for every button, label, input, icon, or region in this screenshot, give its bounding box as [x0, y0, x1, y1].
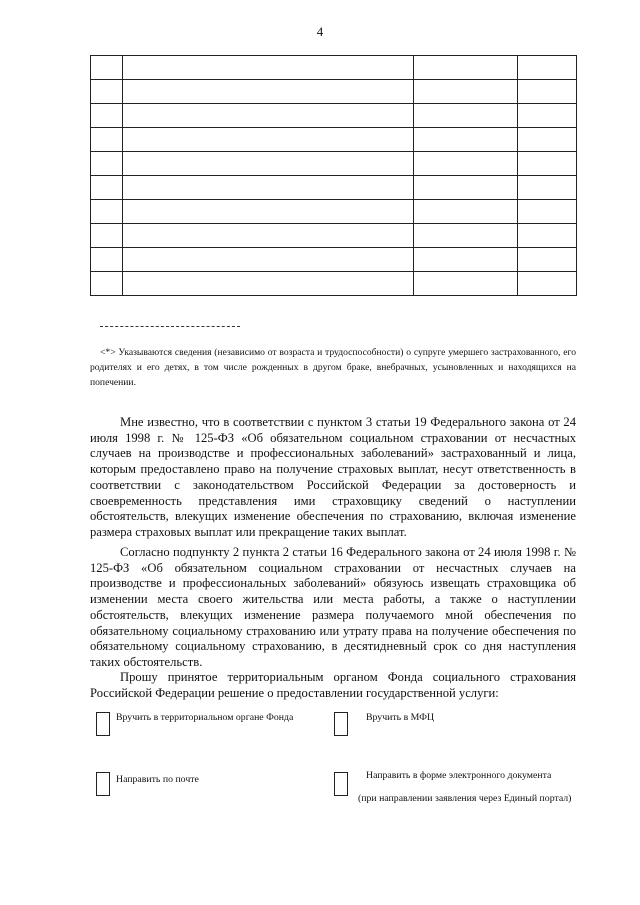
table-cell [91, 56, 123, 80]
table-cell [518, 272, 577, 296]
table-cell [414, 152, 518, 176]
table-cell [414, 248, 518, 272]
table-cell [518, 200, 577, 224]
table-cell [91, 152, 123, 176]
table-cell [518, 224, 577, 248]
paragraph-responsibility: Мне известно, что в соответствии с пунктом 3 статьи 19 Федерального закона от 24 июля 1998 г. № 125-ФЗ «Об обязательном социальном страховании от несчастных случаев на производстве и профессиональных заболеваний» застрахованный и лица, которым предоставлено право на получение страховых выплат, несут ответственность в соответствии с законодательством Российской Федерации за достоверность и своевременность представления ими страховщику сведений о наступлении обстоятельств, влекущих изменение обеспечения по страхованию, включая изменение размера страховых выплат или прекращение таких выплат. [90, 415, 576, 539]
table-cell [414, 272, 518, 296]
table-row [91, 200, 577, 224]
table-cell [91, 224, 123, 248]
table-row [91, 248, 577, 272]
table-cell [123, 80, 414, 104]
table-cell [123, 272, 414, 296]
label-send-electronic: Направить в форме электронного документа [366, 770, 552, 781]
table-row [91, 272, 577, 296]
table-cell [414, 200, 518, 224]
table-cell [91, 176, 123, 200]
checkbox-send-by-mail[interactable] [96, 772, 110, 796]
table-cell [91, 128, 123, 152]
label-send-by-mail: Направить по почте [116, 774, 199, 785]
table-cell [414, 104, 518, 128]
table-cell [518, 176, 577, 200]
page-number: 4 [316, 24, 324, 39]
table-cell [518, 152, 577, 176]
table-cell [123, 224, 414, 248]
table-row [91, 104, 577, 128]
table-cell [91, 200, 123, 224]
footnote-text: <*> Указываются сведения (независимо от возраста и трудоспособности) о супруге умершего застрахованного, его родителях и его детях, в том числе рожденных в другом браке, внебрачных, усыновленных и находящихся на попечении. [90, 347, 576, 388]
table-cell [518, 104, 577, 128]
table-cell [414, 224, 518, 248]
table-cell [123, 248, 414, 272]
table-row [91, 128, 577, 152]
table-cell [123, 104, 414, 128]
table-cell [123, 176, 414, 200]
table-row [91, 152, 577, 176]
table-cell [91, 104, 123, 128]
table-cell [123, 200, 414, 224]
checkbox-hand-over-fund[interactable] [96, 712, 110, 736]
table-cell [414, 56, 518, 80]
table-cell [518, 80, 577, 104]
table-row [91, 56, 577, 80]
family-members-table [90, 55, 577, 296]
table-row [91, 224, 577, 248]
label-hand-over-fund: Вручить в территориальном органе Фонда [116, 712, 294, 723]
footnote-separator [100, 326, 240, 327]
table-cell [123, 56, 414, 80]
table-row [91, 80, 577, 104]
checkbox-send-electronic[interactable] [334, 772, 348, 796]
table-cell [91, 248, 123, 272]
label-hand-over-mfc: Вручить в МФЦ [366, 712, 435, 723]
checkbox-hand-over-mfc[interactable] [334, 712, 348, 736]
table-cell [518, 248, 577, 272]
table-cell [123, 152, 414, 176]
table-cell [414, 80, 518, 104]
table-cell [518, 128, 577, 152]
table-row [91, 176, 577, 200]
paragraph-request: Прошу принятое территориальным органом Фонда социального страхования Российской Федерации решение о предоставлении государственной услуги: [90, 670, 576, 700]
table-cell [518, 56, 577, 80]
table-cell [91, 272, 123, 296]
table-cell [414, 176, 518, 200]
table-cell [123, 128, 414, 152]
paragraph-obligation: Согласно подпункту 2 пункта 2 статьи 16 Федерального закона от 24 июля 1998 г. № 125-ФЗ «Об обязательном социальном страховании от несчастных случаев на производстве и профессиональных заболеваний» обязуюсь извещать страховщика об изменении места своего жительства или места работы, а также о наступлении обстоятельств, влекущих изменение размера получаемого мной обеспечения по обязательному социальному страхованию или утрату права на получение обеспечения по обязательному социальному страхованию, в десятидневный срок со дня наступления таких обстоятельств. [90, 545, 576, 669]
table-cell [91, 80, 123, 104]
label-electronic-note: (при направлении заявления через Единый портал) [358, 793, 572, 804]
table-cell [414, 128, 518, 152]
